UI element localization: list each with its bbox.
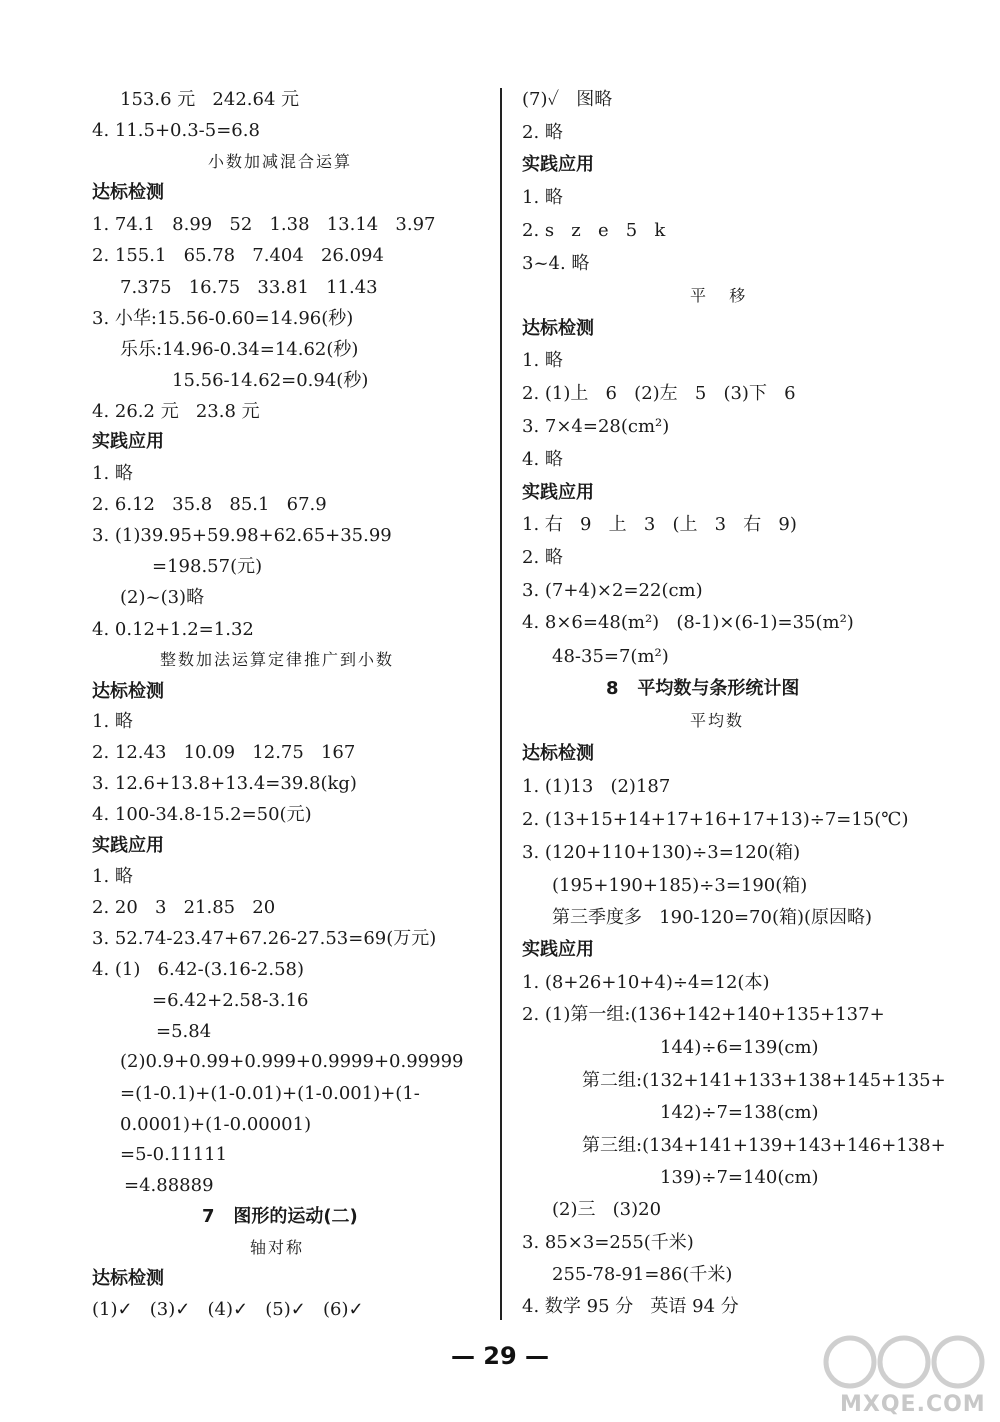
answer-line: 3. 小华:15.56-0.60=14.96(秒) — [92, 308, 354, 329]
answer-line: 1. 略 — [92, 711, 133, 732]
subsection-title: 整数加法运算定律推广到小数 — [160, 650, 395, 669]
answer-line: =5-0.11111 — [120, 1144, 228, 1165]
answer-line: (2)三 (3)20 — [552, 1199, 662, 1220]
answer-line: 0.0001)+(1-0.00001) — [120, 1114, 312, 1135]
answer-line: 4. 100-34.8-15.2=50(元) — [92, 804, 312, 825]
answer-line: 1. 略 — [92, 463, 133, 484]
answer-line: 4. 11.5+0.3-5=6.8 — [92, 120, 260, 141]
answer-line: (2)~(3)略 — [120, 587, 205, 608]
answer-line: 1. (8+26+10+4)÷4=12(本) — [522, 972, 770, 993]
answer-line: 2. 6.12 35.8 85.1 67.9 — [92, 494, 327, 515]
answer-line: 1. 略 — [92, 866, 133, 887]
section-heading: 实践应用 — [522, 939, 594, 960]
answer-line: 153.6 元 242.64 元 — [120, 89, 300, 110]
answer-line: 3~4. 略 — [522, 253, 590, 274]
answer-line: =5.84 — [156, 1021, 212, 1042]
section-heading: 达标检测 — [522, 318, 594, 339]
answer-line: (195+190+185)÷3=190(箱) — [552, 875, 808, 896]
answer-line: 2. (1)第一组:(136+142+140+135+137+ — [522, 1004, 885, 1025]
answer-line: (1)✓ (3)✓ (4)✓ (5)✓ (6)✓ — [92, 1299, 364, 1320]
answer-line: 4. (1) 6.42-(3.16-2.58) — [92, 959, 305, 980]
chapter-title: 8 平均数与条形统计图 — [606, 678, 800, 699]
answer-line: =198.57(元) — [152, 556, 263, 577]
subsection-title: 轴对称 — [250, 1238, 305, 1257]
answer-line: 1. (1)13 (2)187 — [522, 776, 671, 797]
chapter-title: 7 图形的运动(二) — [202, 1206, 358, 1227]
answer-line: 2. 略 — [522, 122, 563, 143]
section-heading: 实践应用 — [522, 482, 594, 503]
answer-line: 3. (120+110+130)÷3=120(箱) — [522, 842, 801, 863]
section-heading: 实践应用 — [522, 154, 594, 175]
answer-line: 15.56-14.62=0.94(秒) — [172, 370, 369, 391]
section-heading: 达标检测 — [522, 743, 594, 764]
answer-line: 144)÷6=139(cm) — [660, 1037, 819, 1058]
answer-line: 139)÷7=140(cm) — [660, 1167, 819, 1188]
subsection-title: 平 移 — [690, 286, 748, 305]
answer-line: 4. 26.2 元 23.8 元 — [92, 401, 260, 422]
answer-line: 2. (13+15+14+17+16+17+13)÷7=15(℃) — [522, 809, 909, 830]
page-number: — 29 — — [450, 1342, 550, 1370]
answer-line: 3. 85×3=255(千米) — [522, 1232, 694, 1253]
subsection-title: 平均数 — [690, 711, 745, 730]
answer-line: (2)0.9+0.99+0.999+0.9999+0.99999 — [120, 1051, 464, 1072]
answer-line: 4. 略 — [522, 449, 563, 470]
answer-line: 3. 52.74-23.47+67.26-27.53=69(万元) — [92, 928, 437, 949]
answer-line: 1. 略 — [522, 187, 563, 208]
answer-line: 第二组:(132+141+133+138+145+135+ — [582, 1070, 946, 1091]
answer-line: 3. (7+4)×2=22(cm) — [522, 580, 703, 601]
answer-line: =(1-0.1)+(1-0.01)+(1-0.001)+(1- — [120, 1083, 420, 1104]
answer-line: 48-35=7(m²) — [552, 646, 669, 667]
answer-line: =6.42+2.58-3.16 — [152, 990, 309, 1011]
section-heading: 实践应用 — [92, 431, 164, 452]
answer-line: 4. 8×6=48(m²) (8-1)×(6-1)=35(m²) — [522, 612, 854, 633]
answer-line: 第三组:(134+141+139+143+146+138+ — [582, 1135, 946, 1156]
column-divider — [500, 88, 502, 1320]
answer-line: 2. (1)上 6 (2)左 5 (3)下 6 — [522, 383, 796, 404]
answer-line: 7.375 16.75 33.81 11.43 — [120, 277, 378, 298]
answer-line: 142)÷7=138(cm) — [660, 1102, 819, 1123]
section-heading: 达标检测 — [92, 681, 164, 702]
answer-line: 第三季度多 190-120=70(箱)(原因略) — [552, 907, 873, 928]
answer-line: 2. 12.43 10.09 12.75 167 — [92, 742, 356, 763]
section-heading: 达标检测 — [92, 182, 164, 203]
answer-line: 4. 0.12+1.2=1.32 — [92, 619, 254, 640]
answer-line: 3. 12.6+13.8+13.4=39.8(kg) — [92, 773, 357, 794]
answer-line: 1. 74.1 8.99 52 1.38 13.14 3.97 — [92, 214, 436, 235]
answer-line: 3. (1)39.95+59.98+62.65+35.99 — [92, 525, 392, 546]
answer-line: 1. 右 9 上 3 (上 3 右 9) — [522, 514, 797, 535]
answer-line: (7)✓ 图略 — [522, 89, 613, 110]
answer-line: 2. s z e 5 k — [522, 220, 666, 241]
answer-line: 2. 20 3 21.85 20 — [92, 897, 276, 918]
answer-line: 4. 数学 95 分 英语 94 分 — [522, 1296, 739, 1317]
answer-line: 3. 7×4=28(cm²) — [522, 416, 670, 437]
answer-line: 1. 略 — [522, 350, 563, 371]
answer-line: 乐乐:14.96-0.34=14.62(秒) — [120, 339, 359, 360]
section-heading: 达标检测 — [92, 1268, 164, 1289]
answer-line: =4.88889 — [124, 1175, 214, 1196]
answer-line: 255-78-91=86(千米) — [552, 1264, 733, 1285]
watermark-text: MXQE.COM — [840, 1392, 986, 1417]
subsection-title: 小数加减混合运算 — [208, 152, 353, 171]
answer-line: 2. 155.1 65.78 7.404 26.094 — [92, 245, 384, 266]
answer-line: 2. 略 — [522, 547, 563, 568]
section-heading: 实践应用 — [92, 835, 164, 856]
